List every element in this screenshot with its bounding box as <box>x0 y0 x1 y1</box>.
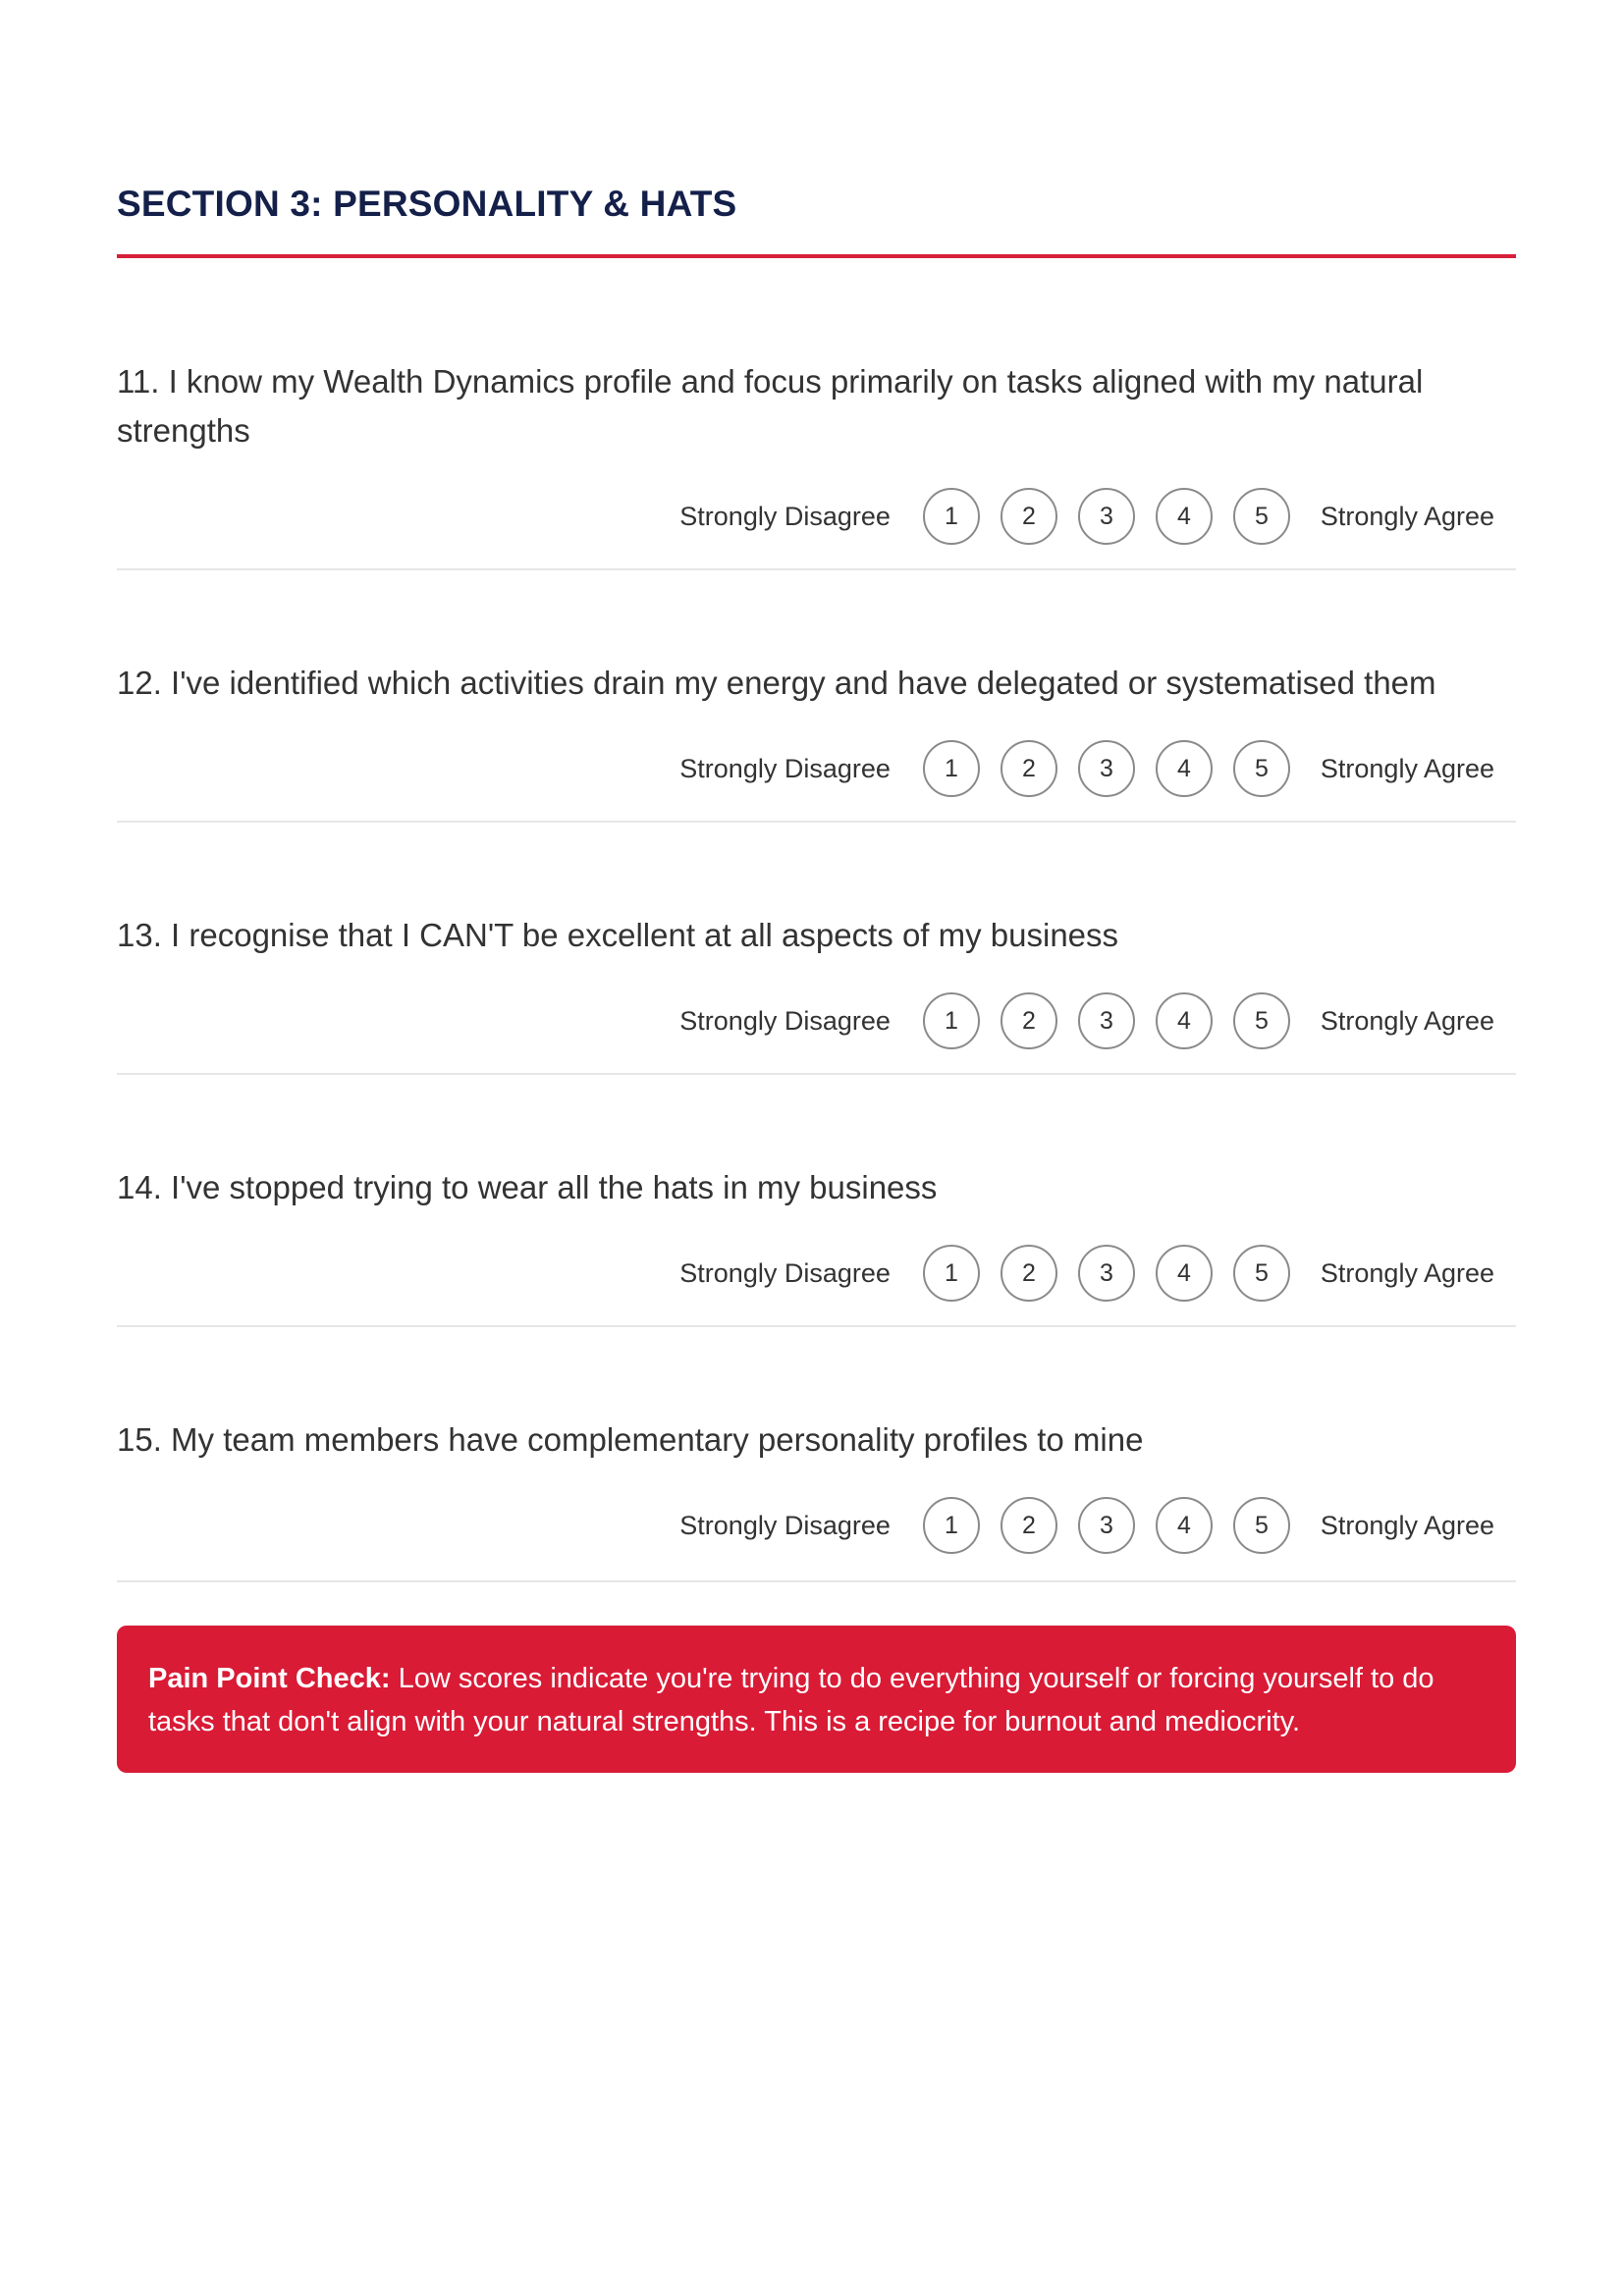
rating-option-1[interactable]: 1 <box>923 1497 980 1554</box>
scale-low-label: Strongly Disagree <box>679 1258 891 1288</box>
rating-option-2[interactable]: 2 <box>1001 1245 1057 1302</box>
rating-option-2[interactable]: 2 <box>1001 488 1057 545</box>
question-14 <box>117 1163 1516 1212</box>
callout-label: Pain Point Check: <box>148 1663 391 1694</box>
rating-option-4[interactable]: 4 <box>1156 740 1213 797</box>
rating-scale-14 <box>679 1245 1494 1302</box>
question-11 <box>117 357 1516 455</box>
rating-option-4[interactable]: 4 <box>1156 488 1213 545</box>
question-divider <box>117 821 1516 823</box>
rating-option-2[interactable]: 2 <box>1001 1497 1057 1554</box>
rating-option-3[interactable]: 3 <box>1078 1245 1135 1302</box>
rating-options <box>923 1497 1290 1554</box>
question-text: 15. My team members have complementary personality profiles to mine <box>117 1421 1144 1458</box>
question-divider <box>117 568 1516 570</box>
rating-option-2[interactable]: 2 <box>1001 992 1057 1049</box>
rating-options <box>923 1245 1290 1302</box>
question-divider <box>117 1580 1516 1582</box>
question-15 <box>117 1415 1516 1465</box>
question-12 <box>117 659 1516 708</box>
rating-option-4[interactable]: 4 <box>1156 1245 1213 1302</box>
question-text: 14. I've stopped trying to wear all the hats in my business <box>117 1169 938 1205</box>
scale-low-label: Strongly Disagree <box>679 754 891 783</box>
rating-scale-13 <box>679 992 1494 1049</box>
rating-option-4[interactable]: 4 <box>1156 992 1213 1049</box>
section-title: SECTION 3: PERSONALITY & HATS <box>117 184 737 224</box>
scale-low-label: Strongly Disagree <box>679 502 891 531</box>
rating-options <box>923 992 1290 1049</box>
rating-option-5[interactable]: 5 <box>1233 740 1290 797</box>
question-text: 12. I've identified which activities drain my energy and have delegated or systematised them <box>117 665 1436 701</box>
rating-option-4[interactable]: 4 <box>1156 1497 1213 1554</box>
scale-high-label: Strongly Agree <box>1320 502 1494 531</box>
rating-option-5[interactable]: 5 <box>1233 488 1290 545</box>
rating-option-3[interactable]: 3 <box>1078 740 1135 797</box>
rating-options <box>923 740 1290 797</box>
scale-high-label: Strongly Agree <box>1320 1006 1494 1036</box>
rating-option-5[interactable]: 5 <box>1233 1497 1290 1554</box>
rating-option-5[interactable]: 5 <box>1233 1245 1290 1302</box>
rating-option-1[interactable]: 1 <box>923 1245 980 1302</box>
pain-point-callout <box>117 1626 1516 1773</box>
scale-low-label: Strongly Disagree <box>679 1511 891 1540</box>
scale-high-label: Strongly Agree <box>1320 754 1494 783</box>
question-text: 13. I recognise that I CAN'T be excellent at all aspects of my business <box>117 917 1119 953</box>
rating-option-1[interactable]: 1 <box>923 740 980 797</box>
rating-option-3[interactable]: 3 <box>1078 992 1135 1049</box>
question-13 <box>117 911 1516 960</box>
rating-option-2[interactable]: 2 <box>1001 740 1057 797</box>
rating-scale-15 <box>679 1497 1494 1554</box>
callout-text: Low scores indicate you're trying to do everything yourself or forcing yourself to do tasks that don't align with your natural strengths. This is a recipe for burnout and mediocrity. <box>148 1663 1434 1737</box>
rating-option-3[interactable]: 3 <box>1078 1497 1135 1554</box>
question-text: 11. I know my Wealth Dynamics profile and focus primarily on tasks aligned with my natural strengths <box>117 363 1424 449</box>
scale-high-label: Strongly Agree <box>1320 1258 1494 1288</box>
rating-scale-11 <box>679 488 1494 545</box>
rating-scale-12 <box>679 740 1494 797</box>
scale-high-label: Strongly Agree <box>1320 1511 1494 1540</box>
question-divider <box>117 1325 1516 1327</box>
rating-option-1[interactable]: 1 <box>923 992 980 1049</box>
scale-low-label: Strongly Disagree <box>679 1006 891 1036</box>
rating-option-5[interactable]: 5 <box>1233 992 1290 1049</box>
question-divider <box>117 1073 1516 1075</box>
rating-option-3[interactable]: 3 <box>1078 488 1135 545</box>
section-divider <box>117 254 1516 258</box>
rating-options <box>923 488 1290 545</box>
rating-option-1[interactable]: 1 <box>923 488 980 545</box>
